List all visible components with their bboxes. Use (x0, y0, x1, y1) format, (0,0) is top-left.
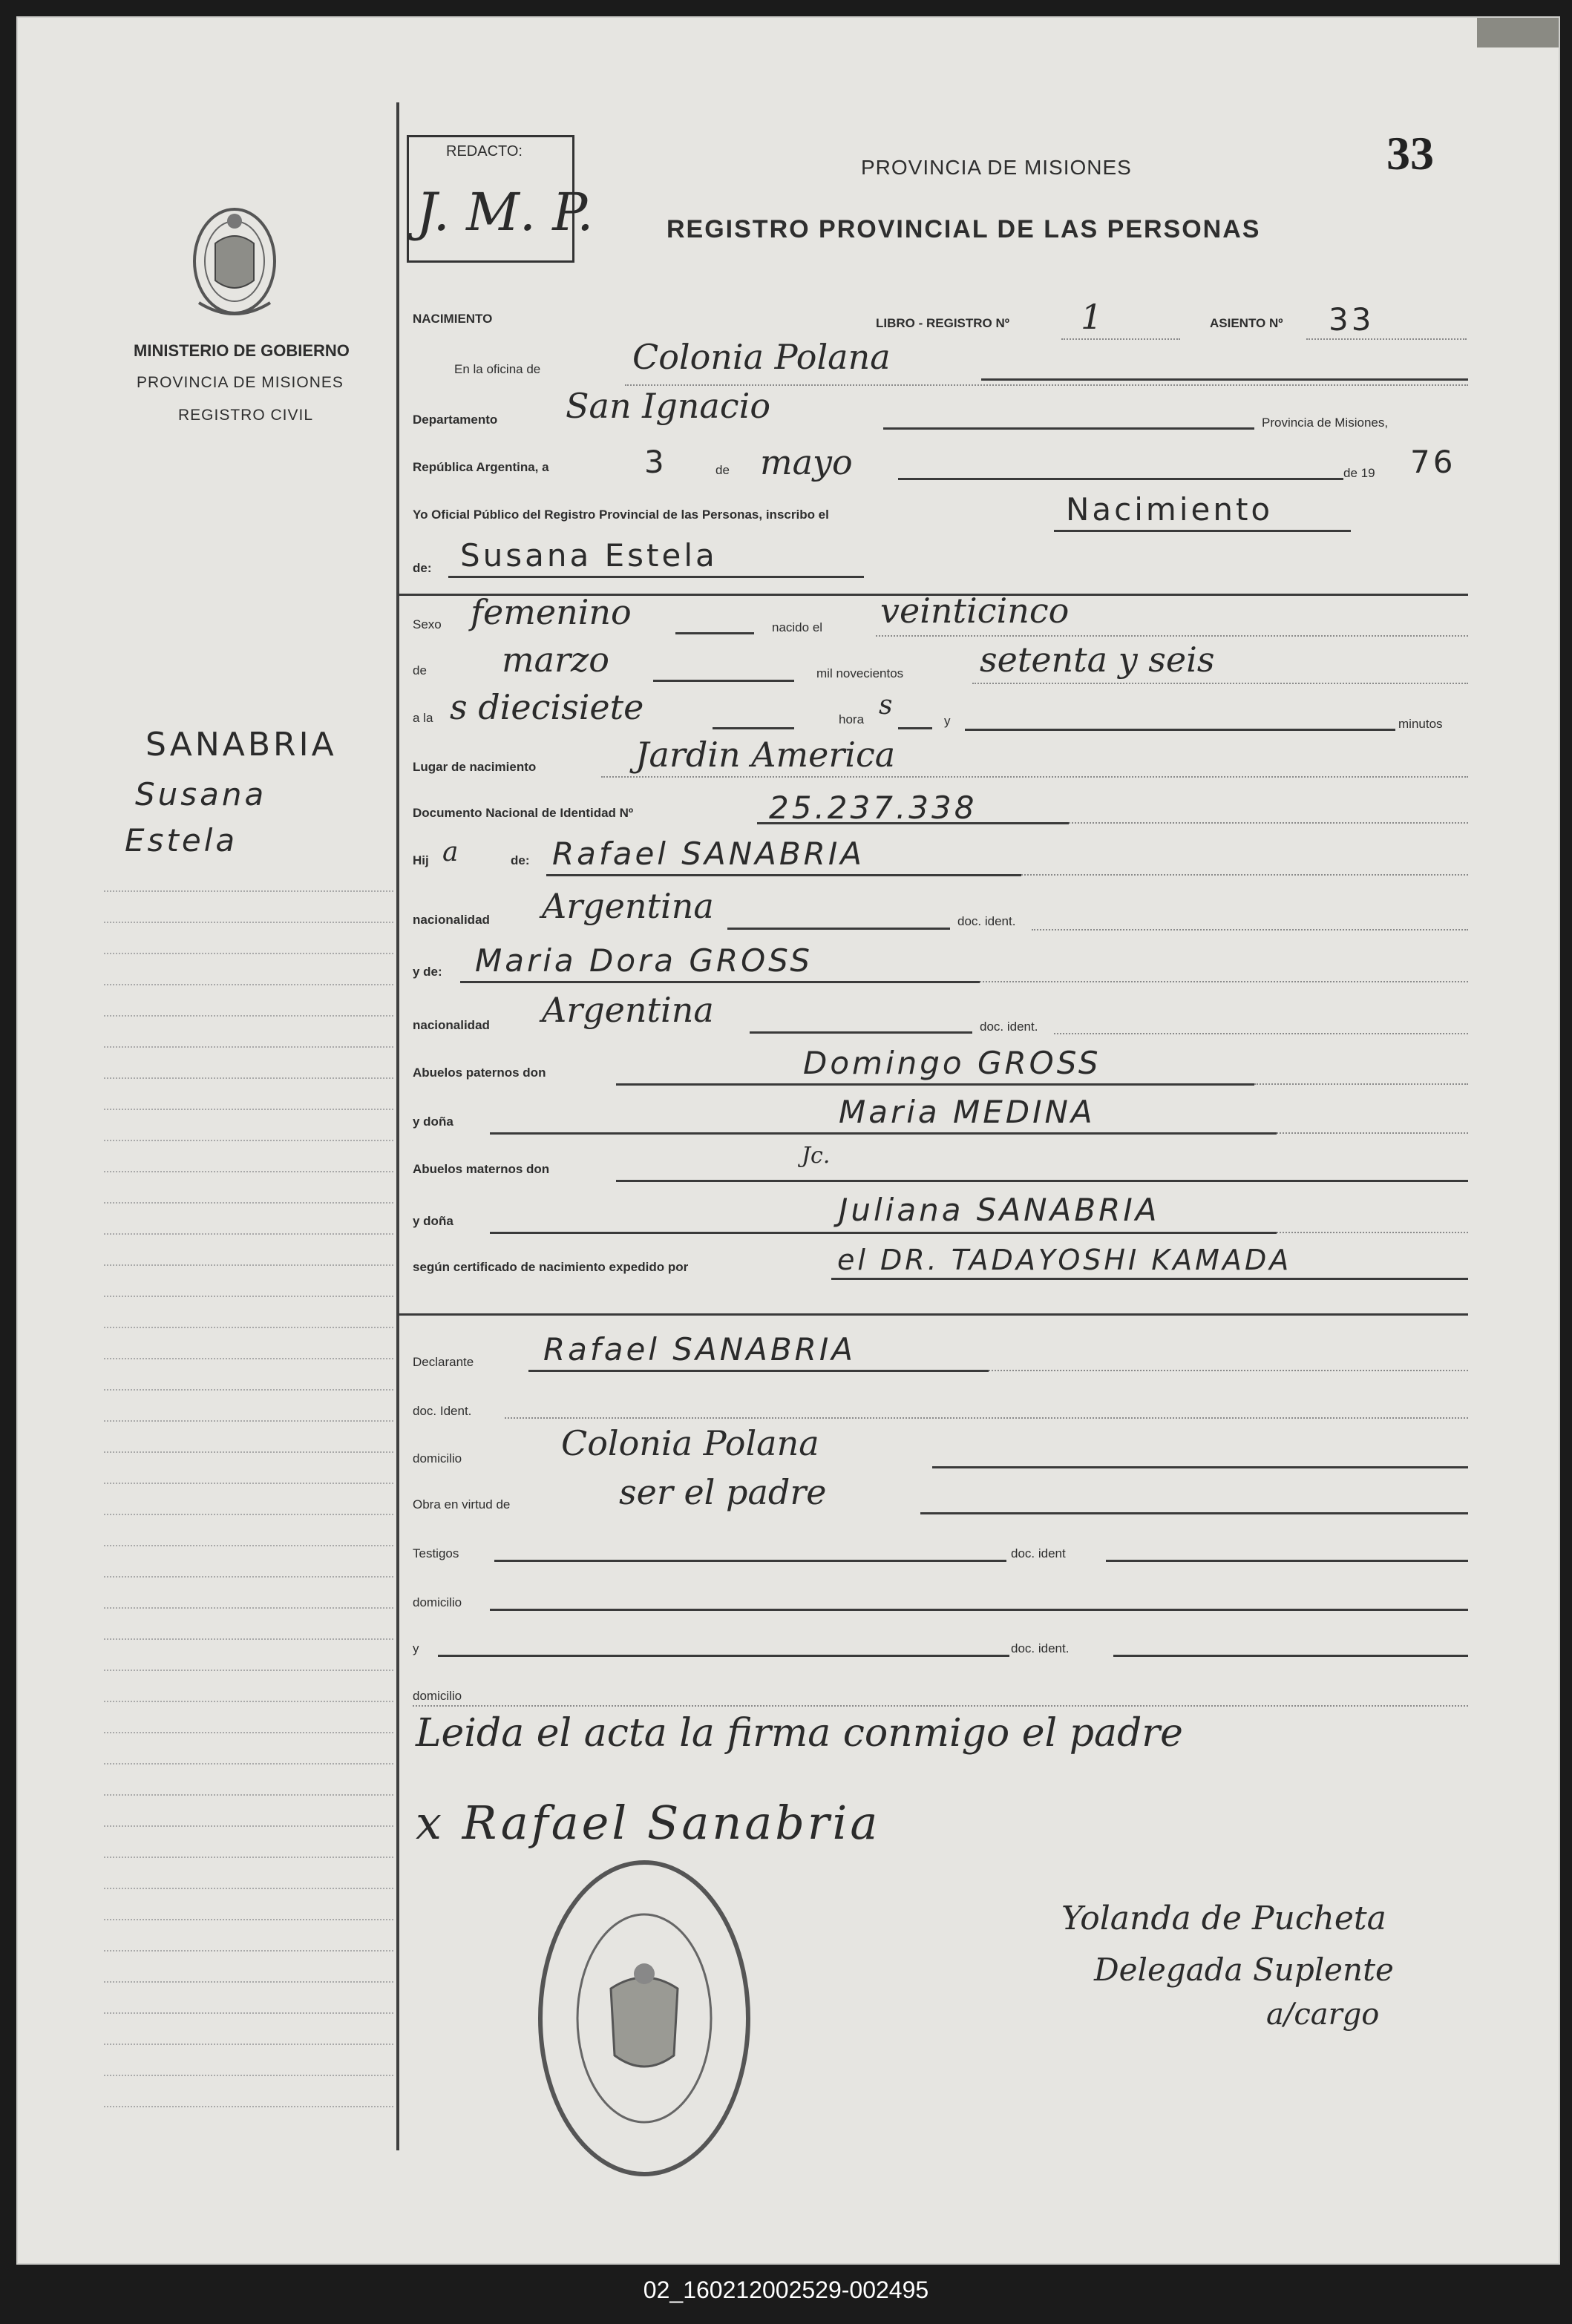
nacionalidad-2-label: nacionalidad (413, 1018, 490, 1032)
hora-value: s diecisiete (450, 687, 644, 727)
ministry-line-1: MINISTERIO DE GOBIERNO (134, 341, 350, 360)
domicilio-value: Colonia Polana (561, 1423, 819, 1463)
departamento-label: Departamento (413, 413, 498, 427)
margin-second-name: Estela (125, 822, 238, 859)
de2-label: de (413, 663, 427, 677)
margin-rule (104, 1888, 393, 1889)
registrar-signature: Yolanda de Pucheta (1061, 1900, 1386, 1937)
margin-rule (104, 1420, 393, 1422)
docident-label: doc. ident. (957, 914, 1016, 928)
year-prefix-label: de 19 (1343, 466, 1375, 480)
leida-text: Leida el acta la firma conmigo el padre (416, 1711, 1183, 1756)
coat-of-arms-icon (186, 199, 284, 324)
certificado-value: el DR. TADAYOSHI KAMADA (837, 1244, 1292, 1276)
margin-rule (104, 1514, 393, 1515)
redacto-initials: J. M. P. (416, 182, 594, 243)
ministry-line-2: PROVINCIA DE MISIONES (137, 374, 344, 391)
domicilio-3-label: domicilio (413, 1689, 462, 1703)
margin-rule (104, 1046, 393, 1048)
margin-rule (104, 1576, 393, 1578)
nacido-value: veinticinco (880, 591, 1070, 631)
margin-rule (104, 2012, 393, 2014)
docident-2-label: doc. ident. (980, 1020, 1038, 1034)
abuelos-maternos-label: Abuelos maternos don (413, 1162, 550, 1176)
inscribo-value: Nacimiento (1066, 491, 1274, 528)
registry-title: REGISTRO PROVINCIAL DE LAS PERSONAS (667, 215, 1261, 243)
margin-rule (104, 1638, 393, 1640)
month-value: mayo (760, 442, 853, 482)
margin-rule (104, 1233, 393, 1235)
margin-rule (104, 984, 393, 985)
page-number: 33 (1386, 127, 1434, 180)
de-label: de (715, 463, 730, 477)
lugar-value: Jardin America (635, 735, 896, 775)
margin-rule (104, 1389, 393, 1391)
registry-stamp-icon (533, 1855, 756, 2182)
margin-rule (104, 1171, 393, 1172)
redacto-box (407, 135, 594, 263)
declarante-value: Rafael SANABRIA (543, 1331, 856, 1368)
certificado-label: según certificado de nacimiento expedido por (413, 1260, 689, 1274)
obra-label: Obra en virtud de (413, 1497, 511, 1511)
margin-rule (104, 1825, 393, 1827)
mil-label: mil novecientos (816, 666, 904, 680)
margin-rule (104, 2075, 393, 2076)
horas-suffix: s (879, 690, 893, 720)
domicilio-label: domicilio (413, 1451, 462, 1465)
abuelo-paterno-value: Domingo GROSS (803, 1045, 1101, 1081)
margin-rule (104, 890, 393, 892)
margin-rule (104, 1545, 393, 1546)
margin-rule (104, 1919, 393, 1920)
margin-surname: SANABRIA (145, 726, 337, 764)
father-nationality-value: Argentina (542, 886, 714, 926)
oficina-label: En la oficina de (454, 362, 541, 376)
margin-first-name: Susana (135, 776, 267, 813)
margin-rule (104, 1358, 393, 1359)
docident-5-label: doc. ident. (1011, 1641, 1070, 1655)
oficina-value: Colonia Polana (632, 337, 891, 377)
margin-rule (104, 2044, 393, 2045)
lugar-label: Lugar de nacimiento (413, 760, 537, 774)
margin-rule (104, 1264, 393, 1266)
asiento-label: ASIENTO Nº (1210, 316, 1283, 330)
margin-rule (104, 1140, 393, 1141)
margin-rule (104, 1483, 393, 1484)
libro-value: 1 (1081, 297, 1103, 337)
a-la-label: a la (413, 711, 433, 725)
obra-value: ser el padre (619, 1472, 827, 1512)
docident-3-label: doc. Ident. (413, 1404, 472, 1418)
minutos-label: minutos (1398, 717, 1443, 731)
dni-value: 25.237.338 (769, 790, 977, 826)
registrar-title: Delegada Suplente (1094, 1952, 1394, 1988)
abuelos-paternos-label: Abuelos paternos don (413, 1066, 546, 1080)
provincia-label: Provincia de Misiones, (1262, 416, 1389, 430)
hijo-label: Hij (413, 853, 429, 867)
ministry-line-3: REGISTRO CIVIL (178, 407, 314, 424)
father-value: Rafael SANABRIA (552, 836, 865, 872)
margin-rule (104, 1109, 393, 1110)
departamento-value: San Ignacio (566, 386, 771, 426)
registrar-title-2: a/cargo (1266, 1998, 1380, 2032)
libro-label: LIBRO - REGISTRO Nº (876, 316, 1009, 330)
page-corner-shadow (1477, 18, 1559, 47)
nacimiento-label: NACIMIENTO (413, 312, 493, 326)
margin-rule (104, 953, 393, 954)
province-heading: PROVINCIA DE MISIONES (861, 156, 1132, 179)
margin-divider (396, 102, 399, 2150)
section-rule-2 (398, 1313, 1468, 1316)
mother-value: Maria Dora GROSS (475, 942, 813, 979)
birth-year-value: setenta y seis (980, 640, 1215, 680)
abuelo-materno-value: Jc. (802, 1143, 831, 1169)
domicilio-2-label: domicilio (413, 1595, 462, 1609)
yde-label: y de: (413, 965, 442, 979)
birth-month-value: marzo (502, 640, 609, 680)
asiento-value: 33 (1329, 301, 1375, 338)
ydona-label: y doña (413, 1115, 453, 1129)
margin-rule (104, 1202, 393, 1204)
ydona-2-label: y doña (413, 1214, 453, 1228)
margin-rule (104, 1950, 393, 1952)
margin-rule (104, 1763, 393, 1765)
dni-label: Documento Nacional de Identidad Nº (413, 806, 634, 820)
margin-rule (104, 1451, 393, 1453)
image-id-caption: 02_160212002529-002495 (643, 2277, 929, 2303)
docident-4-label: doc. ident (1011, 1546, 1066, 1560)
abuela-paterna-value: Maria MEDINA (839, 1094, 1096, 1130)
hijo-suffix: a (442, 837, 459, 867)
margin-rule (104, 1981, 393, 1983)
declarante-label: Declarante (413, 1355, 474, 1369)
margin-rule (104, 1794, 393, 1796)
nacido-label: nacido el (772, 620, 823, 634)
margin-rule (104, 1857, 393, 1858)
oficial-label: Yo Oficial Público del Registro Provincial de las Personas, inscribo el (413, 508, 829, 522)
margin-rule (104, 2106, 393, 2107)
margin-rule (104, 1670, 393, 1671)
margin-rule (104, 1701, 393, 1702)
margin-rule (104, 1607, 393, 1609)
sexo-value: femenino (471, 592, 632, 632)
hijo-de-label: de: (511, 853, 530, 867)
y2-label: y (413, 1641, 419, 1655)
horas-label: hora (839, 712, 865, 726)
mother-nationality-value: Argentina (542, 990, 714, 1030)
redacto-label: REDACTO: (446, 143, 523, 160)
margin-rule (104, 1327, 393, 1328)
sexo-label: Sexo (413, 617, 442, 631)
year-value: 76 (1410, 444, 1456, 480)
father-signature: x Rafael Sanabria (416, 1796, 881, 1850)
testigos-label: Testigos (413, 1546, 459, 1560)
child-name-value: Susana Estela (460, 537, 718, 574)
margin-rule (104, 1015, 393, 1017)
margin-rule (104, 1077, 393, 1079)
margin-rule (104, 1296, 393, 1297)
margin-rule (104, 1732, 393, 1733)
de-colon-label: de: (413, 561, 432, 575)
republica-label: República Argentina, a (413, 460, 549, 474)
y-label: y (944, 714, 951, 728)
day-value: 3 (644, 444, 667, 480)
nacionalidad-label: nacionalidad (413, 913, 490, 927)
margin-rule (104, 922, 393, 923)
abuela-materna-value: Juliana SANABRIA (839, 1192, 1160, 1228)
